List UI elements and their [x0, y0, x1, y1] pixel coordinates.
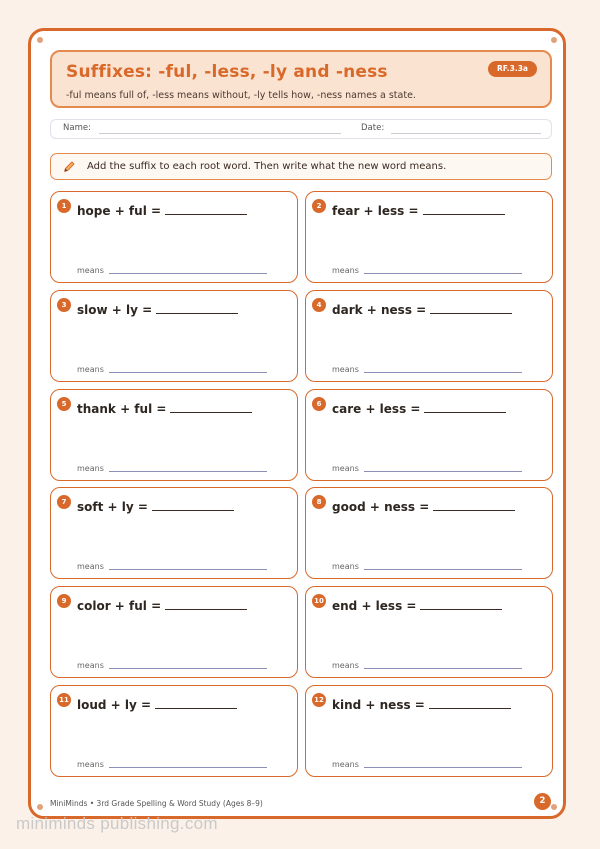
- watermark: miniminds publishing.com: [16, 814, 218, 833]
- item-number: 1: [57, 199, 71, 213]
- equation: [332, 303, 512, 317]
- pencil-icon: [63, 160, 76, 173]
- item-number: 10: [312, 594, 326, 608]
- meaning-field[interactable]: [364, 767, 522, 768]
- equation-text: end + less =: [332, 599, 417, 614]
- date-field[interactable]: [391, 133, 541, 134]
- exercise-card: [50, 685, 298, 777]
- equation-text: slow + ly =: [77, 302, 153, 317]
- item-number: 12: [312, 693, 326, 707]
- answer-blank[interactable]: [156, 304, 238, 314]
- answer-blank[interactable]: [152, 501, 234, 511]
- corner-dot: [37, 37, 43, 43]
- name-label: Name:: [63, 123, 91, 133]
- header-banner: [50, 50, 552, 108]
- equation-text: color + ful =: [77, 599, 162, 614]
- answer-blank[interactable]: [424, 403, 506, 413]
- exercise-card: [305, 586, 553, 678]
- meaning-field[interactable]: [364, 372, 522, 373]
- answer-blank[interactable]: [420, 600, 502, 610]
- equation: [332, 599, 502, 613]
- answer-blank[interactable]: [165, 205, 247, 215]
- equation-text: good + ness =: [332, 500, 430, 515]
- exercise-card: [305, 191, 553, 283]
- item-number: 8: [312, 495, 326, 509]
- equation-text: soft + ly =: [77, 500, 148, 515]
- meaning-field[interactable]: [109, 767, 267, 768]
- meaning-field[interactable]: [364, 273, 522, 274]
- answer-blank[interactable]: [429, 699, 511, 709]
- item-number: 7: [57, 495, 71, 509]
- exercise-card: [50, 389, 298, 481]
- answer-blank[interactable]: [170, 403, 252, 413]
- item-number: 4: [312, 298, 326, 312]
- equation-text: dark + ness =: [332, 302, 427, 317]
- equation-text: kind + ness =: [332, 698, 425, 712]
- item-number: 11: [57, 693, 71, 707]
- exercise-card: [50, 586, 298, 678]
- answer-blank[interactable]: [423, 205, 505, 215]
- means-label: means: [77, 562, 104, 572]
- name-date-bar: [50, 119, 552, 139]
- equation-text: thank + ful =: [77, 401, 167, 416]
- equation: [332, 500, 515, 514]
- item-number: 9: [57, 594, 71, 608]
- item-number: 6: [312, 397, 326, 411]
- exercise-card: [305, 389, 553, 481]
- means-label: means: [77, 760, 104, 769]
- equation: [77, 599, 247, 613]
- answer-blank[interactable]: [165, 600, 247, 610]
- equation-text: hope + ful =: [77, 204, 162, 218]
- item-number: 2: [312, 199, 326, 213]
- meaning-field[interactable]: [109, 569, 267, 570]
- item-number: 3: [57, 298, 71, 312]
- exercise-card: [50, 487, 298, 579]
- item-number: 5: [57, 397, 71, 411]
- means-label: means: [332, 562, 359, 572]
- exercise-card: [305, 685, 553, 777]
- meaning-field[interactable]: [364, 668, 522, 669]
- equation: [332, 402, 506, 416]
- answer-blank[interactable]: [433, 501, 515, 511]
- name-field[interactable]: [99, 133, 341, 134]
- standard-badge: RF.3.3a: [488, 61, 537, 77]
- answer-blank[interactable]: [430, 304, 512, 314]
- equation-text: care + less =: [332, 401, 421, 416]
- exercise-card: [50, 290, 298, 382]
- meaning-field[interactable]: [109, 668, 267, 669]
- equation-text: fear + less =: [332, 204, 419, 218]
- means-label: means: [332, 266, 359, 275]
- means-label: means: [77, 364, 104, 374]
- corner-dot: [551, 37, 557, 43]
- instructions-text: Add the suffix to each root word. Then write what the new word means.: [87, 161, 447, 172]
- exercise-card: [305, 290, 553, 382]
- means-label: means: [332, 760, 359, 769]
- worksheet-page: [28, 28, 566, 819]
- page-subtitle: -ful means full of, -less means without, -ly tells how, -ness names a state.: [66, 90, 416, 101]
- means-label: means: [332, 661, 359, 671]
- equation: [77, 698, 237, 712]
- corner-dot: [37, 804, 43, 810]
- meaning-field[interactable]: [364, 471, 522, 472]
- instructions-box: [50, 153, 552, 180]
- footer-text: MiniMinds • 3rd Grade Spelling & Word Study (Ages 8–9): [50, 799, 263, 808]
- equation: [332, 698, 511, 712]
- page-title: Suffixes: -ful, -less, -ly and -ness: [66, 62, 388, 82]
- meaning-field[interactable]: [109, 273, 267, 274]
- corner-dot: [551, 804, 557, 810]
- equation: [77, 402, 252, 416]
- means-label: means: [332, 364, 359, 374]
- means-label: means: [77, 661, 104, 671]
- equation: [77, 303, 238, 317]
- means-label: means: [77, 463, 104, 473]
- answer-blank[interactable]: [155, 699, 237, 709]
- meaning-field[interactable]: [109, 471, 267, 472]
- exercise-card: [305, 487, 553, 579]
- equation: [77, 204, 247, 218]
- means-label: means: [332, 463, 359, 473]
- meaning-field[interactable]: [364, 569, 522, 570]
- page-number: 2: [534, 793, 551, 810]
- equation: [77, 500, 234, 514]
- exercise-card: [50, 191, 298, 283]
- equation-text: loud + ly =: [77, 698, 152, 712]
- equation: [332, 204, 505, 218]
- meaning-field[interactable]: [109, 372, 267, 373]
- date-label: Date:: [361, 123, 385, 133]
- means-label: means: [77, 266, 104, 275]
